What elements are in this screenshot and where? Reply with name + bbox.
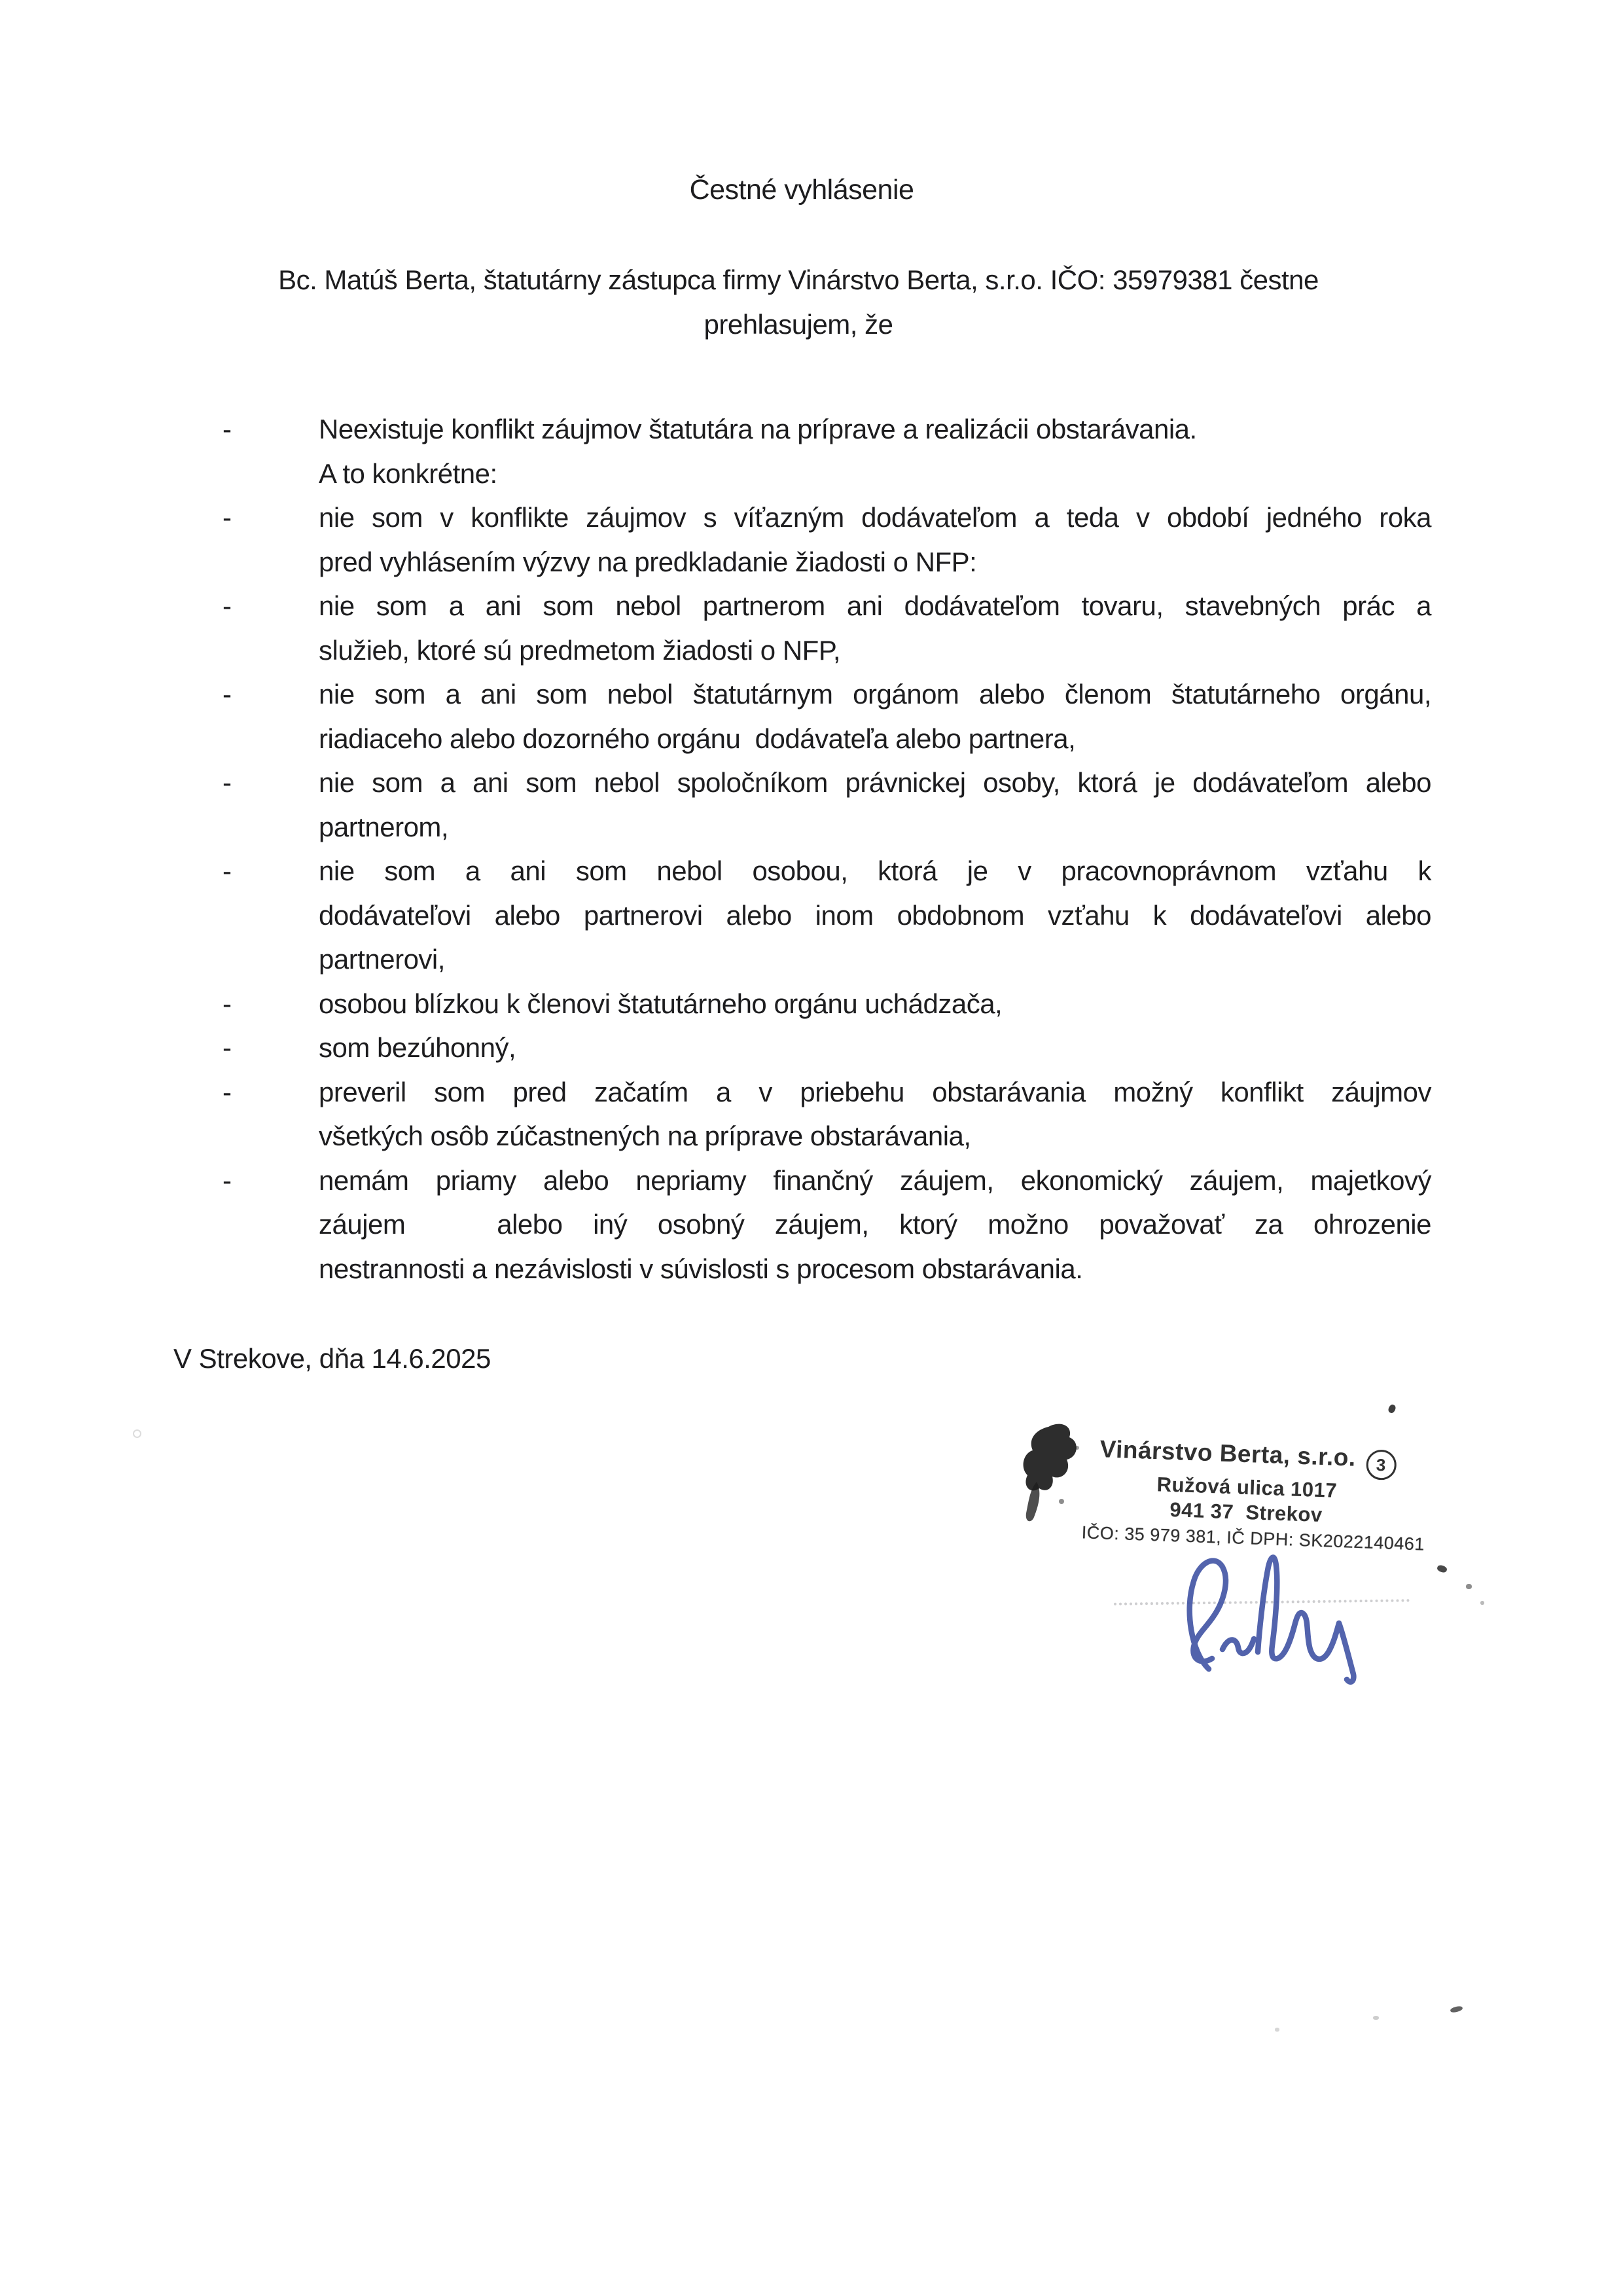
intro-line: Bc. Matúš Berta, štatutárny zástupca firmy Vinárstvo Berta, s.r.o. IČO: 35979381 čestne <box>278 264 1319 295</box>
stamp-registration-ids: IČO: 35 979 381, IČ DPH: SK2022140461 <box>1081 1522 1425 1554</box>
document-title: Čestné vyhlásenie <box>689 174 914 206</box>
item-line: Neexistuje konflikt záujmov štatutára na príprave a realizácii obstarávania. <box>319 414 1197 444</box>
bullet-dash: - <box>223 1076 232 1107</box>
bullet-dash: - <box>223 988 232 1019</box>
declaration-item <box>223 1026 1431 1070</box>
bullet-dash: - <box>223 1164 232 1196</box>
declaration-item <box>223 495 1431 584</box>
declaration-item <box>223 1158 1431 1291</box>
item-line: som bezúhonný, <box>319 1032 516 1063</box>
item-line: A to konkrétne: <box>319 457 497 489</box>
item-line: nie som a ani som nebol spoločníkom právnickej osoby, ktorá je dodávateľom alebo <box>319 767 1431 798</box>
stamp-city: 941 37 Strekov <box>1169 1498 1323 1527</box>
item-line: nestrannosti a nezávislosti v súvislosti s procesom obstarávania. <box>319 1253 1083 1284</box>
intro-paragraph <box>183 258 1414 346</box>
scan-speck <box>1480 1601 1484 1605</box>
declaration-list <box>223 407 1431 1291</box>
scan-speck <box>1450 2005 1463 2013</box>
declaration-item <box>223 407 1431 495</box>
stamp-street: Ružová ulica 1017 <box>1156 1473 1338 1502</box>
item-line: nie som a ani som nebol štatutárnym orgánom alebo členom štatutárneho orgánu, <box>319 679 1431 709</box>
item-line: pred vyhlásením výzvy na predkladanie žiadosti o NFP: <box>319 546 977 577</box>
bullet-dash: - <box>223 590 232 621</box>
scan-speck <box>1373 2016 1379 2020</box>
item-line: partnerom, <box>319 811 449 842</box>
item-line: nemám priamy alebo nepriamy finančný záujem, ekonomický záujem, majetkový <box>319 1164 1431 1196</box>
declaration-item <box>223 672 1431 761</box>
stamp-company-name: Vinárstvo Berta, s.r.o. <box>1099 1435 1357 1471</box>
item-line: všetkých osôb zúčastnených na príprave obstarávania, <box>319 1121 971 1151</box>
scan-speck <box>1436 1564 1448 1573</box>
declaration-item <box>223 1070 1431 1158</box>
scan-speck <box>1466 1584 1472 1589</box>
declaration-item <box>223 982 1431 1026</box>
bullet-dash: - <box>223 414 232 444</box>
item-line: preveril som pred začatím a v priebehu obstarávania možný konflikt záujmov <box>319 1076 1431 1107</box>
signature-ink <box>1160 1546 1363 1693</box>
scan-speck <box>133 1429 141 1438</box>
item-line: osobou blízkou k členovi štatutárneho orgánu uchádzača, <box>319 988 1003 1019</box>
scan-speck <box>1275 2028 1279 2032</box>
bullet-dash: - <box>223 502 232 533</box>
item-line: záujem alebo iný osobný záujem, ktorý možno považovať za ohrozenie <box>319 1209 1431 1240</box>
declaration-item <box>223 584 1431 672</box>
stamp-circled-number: 3 <box>1366 1449 1397 1480</box>
item-line: partnerovi, <box>319 944 445 975</box>
intro-line: prehlasujem, že <box>704 308 893 340</box>
date-place-line: V Strekove, dňa 14.6.2025 <box>173 1343 491 1374</box>
bullet-dash: - <box>223 767 232 798</box>
item-line: nie som a ani som nebol partnerom ani dodávateľom tovaru, stavebných prác a <box>319 590 1431 621</box>
item-line: dodávateľovi alebo partnerovi alebo inom obdobnom vzťahu k dodávateľovi alebo <box>319 899 1431 931</box>
item-line: nie som v konflikte záujmov s víťazným dodávateľom a teda v období jedného roka <box>319 502 1431 533</box>
item-line: nie som a ani som nebol osobou, ktorá je v pracovnoprávnom vzťahu k <box>319 855 1431 886</box>
item-line: služieb, ktoré sú predmetom žiadosti o NFP, <box>319 634 841 666</box>
bullet-dash: - <box>223 855 232 886</box>
company-stamp <box>1081 1433 1425 1556</box>
ink-blot <box>1021 1419 1086 1530</box>
bullet-dash: - <box>223 1032 232 1063</box>
item-line: riadiaceho alebo dozorného orgánu dodávateľa alebo partnera, <box>319 723 1076 754</box>
bullet-dash: - <box>223 679 232 709</box>
scan-speck <box>1387 1404 1397 1414</box>
declaration-item <box>223 849 1431 982</box>
declaration-item <box>223 761 1431 849</box>
